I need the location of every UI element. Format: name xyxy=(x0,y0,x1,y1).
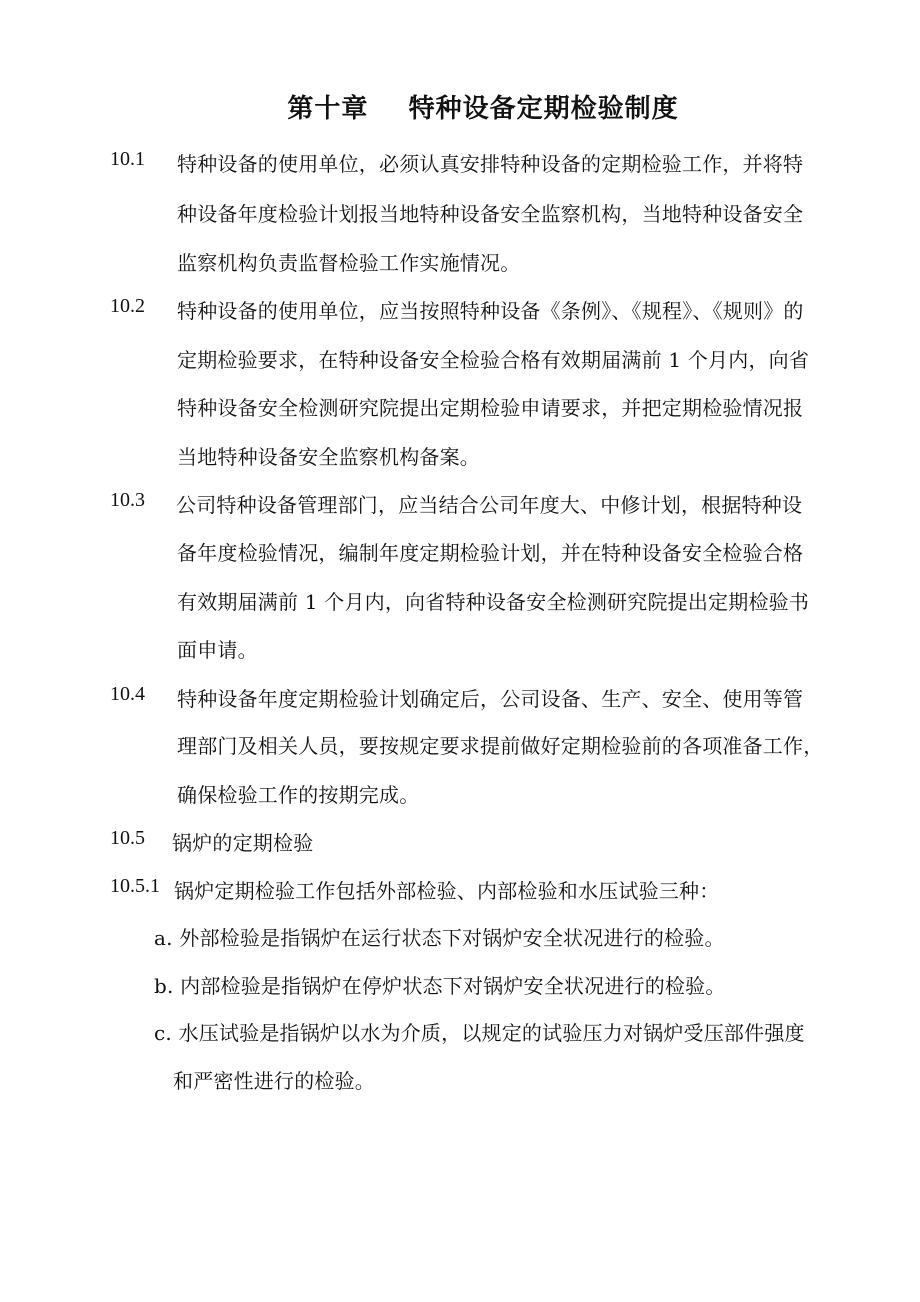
section-number: 10.5 xyxy=(110,827,145,849)
section-line: 定期检验要求，在特种设备安全检验合格有效期届满前 1 个月内，向省 xyxy=(177,348,810,372)
section-line: 锅炉定期检验工作包括外部检验、内部检验和水压试验三种： xyxy=(174,879,720,903)
section-number: 10.1 xyxy=(110,148,145,170)
section-number: 10.2 xyxy=(110,295,145,317)
section-line: 特种设备的使用单位，必须认真安排特种设备的定期检验工作，并将特 xyxy=(177,152,804,176)
section-line: 面申请。 xyxy=(177,638,258,662)
chapter-title: 第十章 特种设备定期检验制度 xyxy=(287,94,679,124)
section-line: 理部门及相关人员，要按规定要求提前做好定期检验前的各项准备工作， xyxy=(177,734,824,758)
subitem-line: a. 外部检验是指锅炉在运行状态下对锅炉安全状况进行的检验。 xyxy=(154,926,725,950)
section-line: 特种设备安全检测研究院提出定期检验申请要求，并把定期检验情况报 xyxy=(177,396,804,420)
section-line: 备年度检验情况，编制年度定期检验计划，并在特种设备安全检验合格 xyxy=(177,541,804,565)
section-number: 10.3 xyxy=(110,489,145,511)
section-line: 公司特种设备管理部门，应当结合公司年度大、中修计划，根据特种设 xyxy=(176,493,803,517)
subitem-line: 和严密性进行的检验。 xyxy=(173,1069,375,1093)
section-line: 有效期届满前 1 个月内，向省特种设备安全检测研究院提出定期检验书 xyxy=(177,590,810,614)
section-line: 确保检验工作的按期完成。 xyxy=(177,783,420,807)
subitem-line: c. 水压试验是指锅炉以水为介质，以规定的试验压力对锅炉受压部件强度 xyxy=(154,1021,805,1045)
section-line: 监察机构负责监督检验工作实施情况。 xyxy=(177,251,521,275)
section-line: 特种设备的使用单位，应当按照特种设备《条例》、《规程》、《规则》的 xyxy=(177,299,804,323)
section-line: 当地特种设备安全监察机构备案。 xyxy=(177,445,480,469)
section-number: 10.5.1 xyxy=(110,875,160,897)
section-line: 特种设备年度定期检验计划确定后，公司设备、生产、安全、使用等管 xyxy=(177,687,804,711)
section-number: 10.4 xyxy=(110,683,145,705)
section-line: 锅炉的定期检验 xyxy=(172,831,314,855)
subitem-line: b. 内部检验是指锅炉在停炉状态下对锅炉安全状况进行的检验。 xyxy=(154,974,726,998)
section-line: 种设备年度检验计划报当地特种设备安全监察机构，当地特种设备安全 xyxy=(177,202,804,226)
